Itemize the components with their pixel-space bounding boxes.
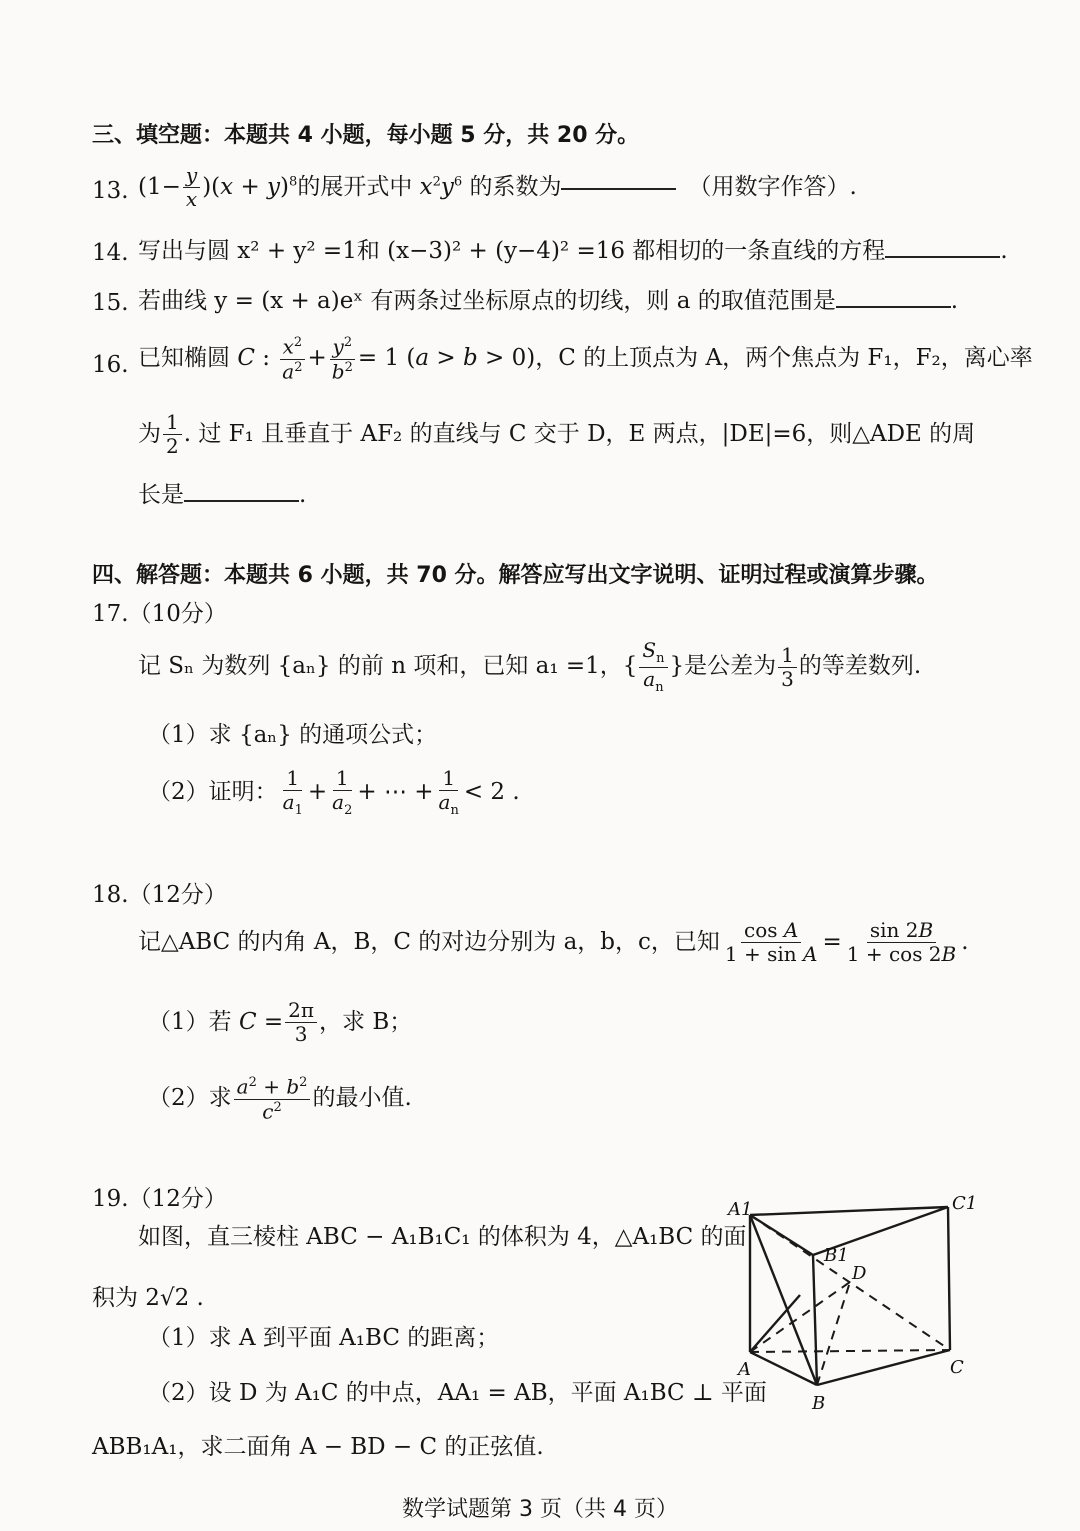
section-4-title: 四、解答题：本题共 6 小题，共 70 分。解答应写出文字说明、证明过程或演算步骤。 [92,563,939,588]
q17-frac-third: $\frac{1}{3}$ [778,645,797,690]
edge-a1-b [750,1215,817,1385]
q16-line3: 长是 [138,482,184,508]
q16-frac-half: $\frac{1}{2}$ [163,412,182,457]
q19-part-1: （1）求 A 到平面 A₁BC 的距离； [148,1325,500,1351]
q17-frac-a1: $\frac{1}{a_1}$ [282,766,303,818]
q18-frac-right: $\frac{\sin 2B}{1 + \cos 2B}$ [846,918,957,966]
label-b: B [812,1393,826,1414]
q16-number: 16. [92,352,129,378]
edge-a-c [750,1350,950,1352]
q17-frac-an: $\frac{1}{a_n}$ [438,766,459,818]
prism-hidden-edges [750,1215,950,1385]
q19-number: 19.（12分） [92,1186,227,1212]
q16-answer-blank [184,498,299,502]
edge-b-c [817,1350,950,1385]
q16-line-3: 长是 . [138,482,307,508]
q17-number: 17.（10分） [92,601,227,627]
label-b1: B1 [824,1245,849,1266]
q15-number: 15. [92,290,129,316]
q15-body: 若曲线 y = (x + a)eˣ 有两条过坐标原点的切线，则 a 的取值范围是 . [138,288,959,314]
q18-part-2 [148,1076,412,1122]
q17-frac-sn-an: $\frac{S_n}{a_n}$ [639,640,667,694]
q16-frac-y: $\frac{y^2}{b^2}$ [329,336,356,382]
section-3-title: 三、填空题：本题共 4 小题，每小题 5 分，共 20 分。 [92,123,640,148]
q16-line1-b: ，C 的上顶点为 A，两个焦点为 F₁，F₂，离心率 [535,345,1033,372]
edge-a1-c1 [750,1207,948,1215]
edge-a1-c [750,1215,950,1350]
q18-number: 18.（12分） [92,882,227,908]
q13-number: 13. [92,178,129,204]
prism-solid-edges [750,1207,950,1385]
q18-stem: 记△ABC 的内角 A，B，C 的对边分别为 a，b，c，已知 $\frac{\text{cos A}}{\text{1 + sin A}}$ = $\frac{\sin 2B}{1 + \cos 2B}$ . [138,918,969,966]
q17-part-2: （2）证明： $\frac{1}{a_1}$ + $\frac{1}{a_2}$ + ⋯ + $\frac{1}{a_n}$ < 2 . [148,766,520,818]
q16-line2-a: 为 [138,420,161,447]
q18-part2-a: （2）求 [148,1085,232,1112]
q18-part-1: （1）若 C = $\frac{2\pi}{3}$ ，求 B； [148,998,413,1046]
q19-line-2: 积为 2√2 . [92,1285,204,1311]
q19-part-2: （2）设 D 为 A₁C 的中点，AA₁ = AB，平面 A₁BC ⊥ 平面 [148,1380,767,1406]
edge-c1-c [948,1207,950,1350]
q17-stem-a: 记 Sₙ 为数列 {aₙ} 的前 n 项和，已知 a₁ =1， [138,653,623,680]
q17-part2-label: （2）证明： [148,779,278,806]
q15-answer-blank [836,304,951,308]
prism-figure [720,1185,990,1420]
q16-line-1: 已知椭圆 C : $\frac{x^2}{a^2}$ + $\frac{y^2}{b^2}$ = 1 (a > b > 0) ，C 的上顶点为 A，两个焦点为 F₁，F₂，离心率 [138,334,1033,384]
q18-frac-ab-c: $\frac{a^2 + b^2}{c^2}$ [234,1076,311,1122]
q17-stem-b: 是公差为 [684,653,777,680]
q18-part1-a: （1）若 [148,1008,232,1035]
q17-frac-a2: $\frac{1}{a_2}$ [332,766,353,818]
q19-line-1: 如图，直三棱柱 ABC − A₁B₁C₁ 的体积为 4，△A₁BC 的面 [138,1224,747,1250]
edge-b1-b [813,1255,817,1385]
q16-line2-b: . 过 F₁ 且垂直于 AF₂ 的直线与 C 交于 D，E 两点，|DE|=6，则△ADE 的周 [183,420,976,447]
q13-fraction: $\frac{y}{x}$ [183,165,200,210]
q18-part2-b: 的最小值. [312,1085,412,1112]
q13-text-a: 的展开式中 [297,173,413,200]
edge-a1-b1 [750,1215,813,1255]
q17-part-1: （1）求 {aₙ} 的通项公式； [148,722,438,748]
q19-line-last: ABB₁A₁，求二面角 A − BD − C 的正弦值. [92,1434,544,1460]
page-footer: 数学试题第 3 页（共 4 页） [402,1497,678,1522]
q14-number: 14. [92,240,129,266]
q13-note: （用数字作答）. [688,173,857,200]
q18-frac-left: $\frac{\text{cos A}}{\text{1 + sin A}}$ [724,918,818,966]
q18-frac-2pi3: $\frac{2\pi}{3}$ [285,1000,317,1045]
q14-answer-blank [885,254,1000,258]
q13-body: (1− $\frac{y}{x}$ )$(x + y)^8$ 的展开式中 $x^2y^6$ 的系数为 （用数字作答）. [138,163,857,211]
q18-stem-text: 记△ABC 的内角 A，B，C 的对边分别为 a，b，c，已知 [138,928,720,955]
label-a: A [738,1359,751,1380]
q17-stem: 记 Sₙ 为数列 {aₙ} 的前 n 项和，已知 a₁ =1， { $\frac{S_n}{a_n}$ } 是公差为 $\frac{1}{3}$ 的等差数列. [138,638,922,695]
label-d: D [852,1263,867,1284]
q14-body: 写出与圆 x² + y² =1和 (x−3)² + (y−4)² =16 都相切的一条直线的方程 . [138,238,1008,264]
q17-stem-c: 的等差数列. [798,653,922,680]
label-c: C [950,1357,964,1378]
q13-text-b: 的系数为 [469,173,562,200]
q16-frac-x: $\frac{x^2}{a^2}$ [279,336,305,382]
q14-text: 写出与圆 x² + y² =1和 (x−3)² + (y−4)² =16 都相切的一条直线的方程 [138,238,886,264]
q15-text: 若曲线 y = (x + a)eˣ 有两条过坐标原点的切线，则 a 的取值范围是 [138,288,836,314]
q18-part1-b: ，求 B； [319,1008,413,1035]
label-c1: C1 [952,1193,978,1214]
q16-line-2 [138,412,975,457]
q13-answer-blank [561,186,676,190]
label-a1: A1 [728,1199,753,1220]
q16-line1-a: 已知椭圆 [138,345,230,372]
segment-b-d [817,1282,850,1385]
